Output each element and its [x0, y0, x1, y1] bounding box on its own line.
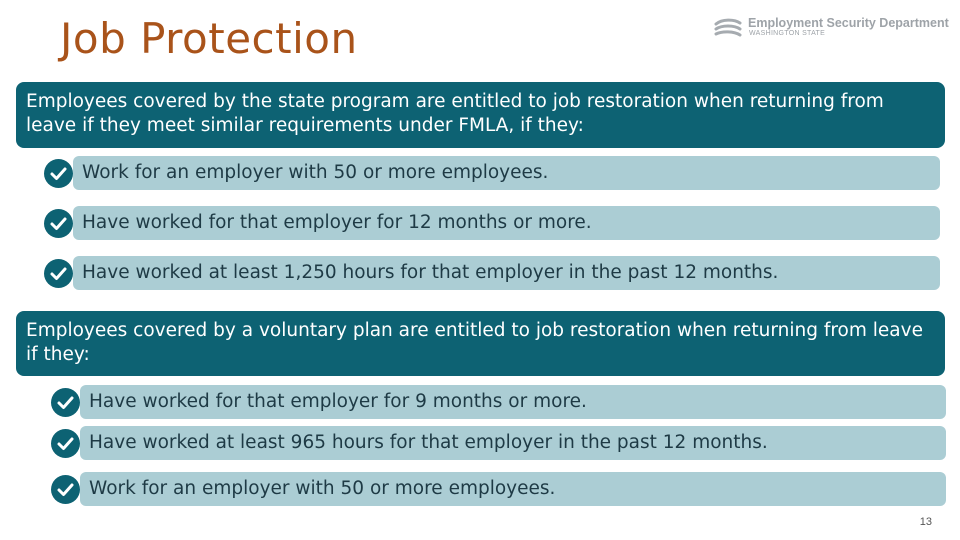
list-item-text: Have worked at least 1,250 hours for that employer in the past 12 months.	[73, 256, 940, 290]
slide-title: Job Protection	[60, 14, 358, 63]
page-number: 13	[919, 516, 932, 528]
check-icon	[44, 209, 73, 238]
logo-subtitle: WASHINGTON STATE	[749, 30, 826, 37]
list-item-text: Have worked at least 965 hours for that employer in the past 12 months.	[80, 426, 946, 460]
list-item	[51, 426, 946, 460]
esd-logo-icon	[714, 18, 742, 38]
esd-logo	[714, 16, 949, 42]
check-icon	[51, 429, 80, 458]
check-icon	[44, 259, 73, 288]
voluntary-plan-header: Employees covered by a voluntary plan are entitled to job restoration when returning from leave if they:	[16, 311, 945, 376]
list-item	[44, 256, 940, 290]
list-item-text: Work for an employer with 50 or more employees.	[73, 156, 940, 190]
check-icon	[51, 388, 80, 417]
logo-name: Employment Security Department	[748, 16, 949, 30]
list-item	[51, 472, 946, 506]
list-item-text: Have worked for that employer for 12 months or more.	[73, 206, 940, 240]
check-icon	[44, 159, 73, 188]
state-program-header: Employees covered by the state program are entitled to job restoration when returning from leave if they meet similar requirements under FMLA, if they:	[16, 82, 945, 148]
check-icon	[51, 475, 80, 504]
list-item-text: Have worked for that employer for 9 months or more.	[80, 385, 946, 419]
list-item	[44, 206, 940, 240]
list-item-text: Work for an employer with 50 or more employees.	[80, 472, 946, 506]
list-item	[44, 156, 940, 190]
list-item	[51, 385, 946, 419]
